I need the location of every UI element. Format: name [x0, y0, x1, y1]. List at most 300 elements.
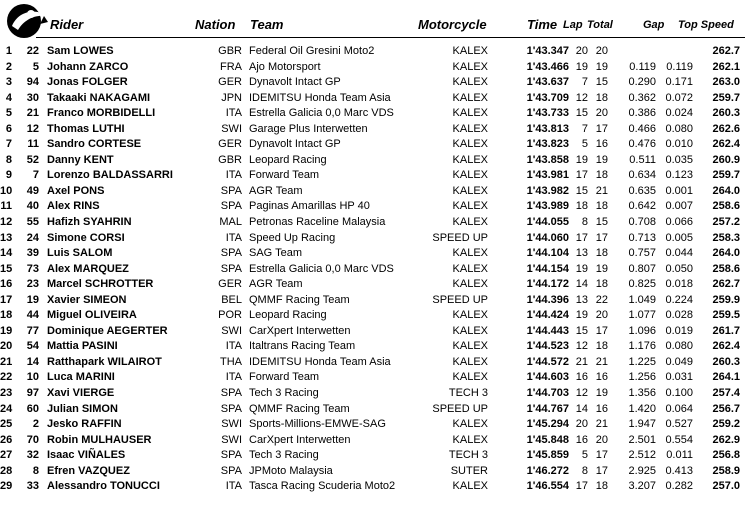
rider-number-cell: 70 [26, 433, 39, 446]
position-cell: 28 [0, 464, 13, 477]
table-row [0, 137, 745, 153]
best-lap-cell: 12 [575, 91, 588, 104]
table-row [0, 215, 745, 231]
rider-number-cell: 77 [26, 324, 39, 337]
position-cell: 22 [0, 371, 13, 384]
gap-to-first-cell: 1.049 [628, 293, 656, 306]
nation-cell: SPA [220, 247, 242, 260]
nation-cell: JPN [221, 91, 242, 104]
top-speed-cell: 258.6 [712, 200, 740, 213]
position-cell: 19 [0, 324, 13, 337]
lap-time-cell: 1'44.396 [526, 293, 569, 306]
motorcycle-cell: KALEX [452, 60, 488, 73]
team-cell: Ajo Motorsport [249, 60, 321, 73]
rider-number-cell: 10 [26, 371, 39, 384]
team-cell: Estrella Galicia 0,0 Marc VDS [249, 107, 394, 120]
header-lap: Lap [563, 19, 583, 31]
nation-cell: ITA [225, 169, 242, 182]
lap-time-cell: 1'44.055 [526, 216, 569, 229]
rider-number-cell: 30 [26, 91, 39, 104]
rider-name-cell: Jonas FOLGER [47, 76, 128, 89]
nation-cell: MAL [219, 216, 242, 229]
gap-to-first-cell: 2.925 [628, 464, 656, 477]
team-cell: Tasca Racing Scuderia Moto2 [249, 480, 396, 493]
top-speed-cell: 262.7 [712, 45, 740, 57]
gap-to-previous-cell: 0.010 [665, 138, 693, 151]
rider-number-cell: 12 [26, 122, 39, 135]
table-row [0, 339, 745, 355]
rider-name-cell: Ratthapark WILAIROT [47, 355, 162, 368]
best-lap-cell: 15 [575, 324, 588, 337]
table-row [0, 153, 745, 169]
rider-number-cell: 11 [27, 138, 39, 151]
position-cell: 15 [0, 262, 13, 275]
lap-time-cell: 1'46.554 [526, 480, 569, 493]
rider-number-cell: 73 [26, 262, 39, 275]
best-lap-cell: 16 [575, 433, 588, 446]
rider-name-cell: Franco MORBIDELLI [47, 107, 156, 120]
nation-cell: SWI [221, 433, 242, 446]
motorcycle-cell: KALEX [452, 418, 488, 431]
gap-to-first-cell: 3.207 [628, 480, 656, 493]
motorcycle-cell: KALEX [452, 76, 488, 89]
team-cell: AGR Team [249, 184, 303, 197]
gap-to-first-cell: 0.825 [628, 278, 656, 291]
lap-time-cell: 1'44.154 [526, 262, 569, 275]
gap-to-first-cell: 0.757 [628, 247, 656, 260]
motorcycle-cell: KALEX [452, 480, 488, 493]
top-speed-cell: 262.1 [712, 60, 740, 73]
table-row [0, 324, 745, 340]
gap-to-previous-cell: 0.413 [665, 464, 693, 477]
gap-to-previous-cell: 0.005 [665, 231, 693, 244]
top-speed-cell: 256.8 [712, 449, 740, 462]
motorcycle-cell: KALEX [452, 153, 488, 166]
team-cell: Garage Plus Interwetten [249, 122, 368, 135]
position-cell: 9 [5, 169, 12, 182]
rider-name-cell: Isaac VIÑALES [47, 449, 126, 462]
total-laps-cell: 15 [595, 216, 608, 229]
position-cell: 7 [5, 138, 12, 151]
total-laps-cell: 15 [595, 76, 608, 89]
gap-to-previous-cell: 0.072 [665, 91, 693, 104]
rider-number-cell: 7 [32, 169, 39, 182]
total-laps-cell: 21 [595, 184, 608, 197]
nation-cell: POR [218, 309, 242, 322]
rider-number-cell: 55 [26, 216, 39, 229]
table-row [0, 277, 745, 293]
top-speed-cell: 262.4 [712, 340, 740, 353]
lap-time-cell: 1'44.767 [526, 402, 569, 415]
rider-number-cell: 22 [26, 45, 39, 57]
team-cell: SAG Team [249, 247, 302, 260]
position-cell: 14 [0, 247, 13, 260]
gap-to-first-cell: 1.225 [628, 355, 656, 368]
best-lap-cell: 14 [575, 402, 588, 415]
rider-number-cell: 52 [26, 153, 39, 166]
motorcycle-cell: KALEX [452, 278, 488, 291]
gap-to-previous-cell: 0.049 [665, 355, 693, 368]
nation-cell: SPA [220, 184, 242, 197]
motorcycle-cell: TECH 3 [448, 387, 488, 400]
rider-name-cell: Marcel SCHROTTER [47, 278, 154, 291]
gap-to-first-cell: 0.634 [628, 169, 656, 182]
nation-cell: ITA [225, 231, 242, 244]
total-laps-cell: 18 [595, 169, 608, 182]
top-speed-cell: 262.7 [712, 278, 740, 291]
top-speed-cell: 264.0 [712, 247, 740, 260]
team-cell: Paginas Amarillas HP 40 [249, 200, 370, 213]
nation-cell: SPA [220, 449, 242, 462]
table-row [0, 479, 745, 495]
total-laps-cell: 20 [595, 309, 608, 322]
motorcycle-cell: KALEX [452, 262, 488, 275]
motorcycle-cell: KALEX [452, 91, 488, 104]
table-row [0, 44, 745, 60]
rider-name-cell: Luis SALOM [47, 247, 113, 260]
gap-to-previous-cell: 0.224 [665, 293, 693, 306]
motorcycle-cell: KALEX [452, 247, 488, 260]
motorcycle-cell: KALEX [452, 433, 488, 446]
position-cell: 21 [0, 355, 13, 368]
total-laps-cell: 20 [595, 45, 608, 57]
lap-time-cell: 1'44.424 [526, 309, 569, 322]
position-cell: 12 [0, 216, 13, 229]
top-speed-cell: 262.6 [712, 122, 740, 135]
table-row [0, 231, 745, 247]
gap-to-first-cell: 0.642 [628, 200, 656, 213]
motorcycle-cell: KALEX [452, 138, 488, 151]
motorcycle-cell: KALEX [452, 371, 488, 384]
rider-number-cell: 94 [26, 76, 39, 89]
position-cell: 10 [0, 184, 13, 197]
rider-number-cell: 39 [26, 247, 39, 260]
best-lap-cell: 8 [581, 216, 588, 229]
rider-number-cell: 54 [26, 340, 39, 353]
team-cell: Forward Team [249, 371, 320, 384]
total-laps-cell: 16 [595, 138, 608, 151]
gap-to-previous-cell: 0.066 [665, 216, 693, 229]
team-cell: QMMF Racing Team [249, 402, 350, 415]
team-cell: AGR Team [249, 278, 303, 291]
lap-time-cell: 1'43.637 [526, 76, 569, 89]
position-cell: 23 [0, 387, 13, 400]
lap-time-cell: 1'43.347 [526, 45, 569, 57]
lap-time-cell: 1'44.523 [526, 340, 569, 353]
rider-name-cell: Julian SIMON [47, 402, 118, 415]
rider-name-cell: Danny KENT [47, 153, 114, 166]
table-row [0, 199, 745, 215]
best-lap-cell: 13 [575, 247, 588, 260]
rider-number-cell: 33 [26, 480, 39, 493]
gap-to-first-cell: 0.119 [629, 60, 656, 73]
team-cell: Tech 3 Racing [249, 387, 319, 400]
team-cell: Forward Team [249, 169, 320, 182]
motorcycle-cell: KALEX [452, 324, 488, 337]
table-row [0, 355, 745, 371]
nation-cell: SPA [220, 200, 242, 213]
lap-time-cell: 1'43.981 [526, 169, 569, 182]
top-speed-cell: 258.6 [712, 262, 740, 275]
gap-to-previous-cell: 0.171 [665, 76, 693, 89]
gap-to-previous-cell: 0.123 [665, 169, 693, 182]
best-lap-cell: 19 [575, 309, 588, 322]
team-cell: IDEMITSU Honda Team Asia [249, 355, 391, 368]
gap-to-previous-cell: 0.044 [665, 247, 693, 260]
top-speed-cell: 259.7 [712, 91, 740, 104]
top-speed-cell: 263.0 [712, 76, 740, 89]
nation-cell: GBR [218, 153, 242, 166]
nation-cell: GER [218, 76, 242, 89]
best-lap-cell: 5 [581, 449, 588, 462]
team-cell: Sports-Millions-EMWE-SAG [249, 418, 386, 431]
rider-number-cell: 24 [26, 231, 39, 244]
table-row [0, 386, 745, 402]
table-row [0, 122, 745, 138]
total-laps-cell: 18 [595, 91, 608, 104]
nation-cell: ITA [225, 107, 242, 120]
motorcycle-cell: KALEX [452, 216, 488, 229]
top-speed-cell: 256.7 [712, 402, 740, 415]
top-speed-cell: 257.2 [712, 216, 740, 229]
gap-to-previous-cell: 0.028 [665, 309, 693, 322]
lap-time-cell: 1'43.709 [526, 91, 569, 104]
position-cell: 13 [0, 231, 13, 244]
position-cell: 16 [0, 278, 13, 291]
lap-time-cell: 1'46.272 [526, 464, 569, 477]
gap-to-previous-cell: 0.024 [665, 107, 693, 120]
gap-to-first-cell: 2.501 [628, 433, 656, 446]
best-lap-cell: 15 [575, 184, 588, 197]
total-laps-cell: 17 [595, 464, 608, 477]
rider-name-cell: Robin MULHAUSER [47, 433, 152, 446]
position-cell: 2 [5, 60, 12, 73]
total-laps-cell: 18 [595, 200, 608, 213]
lap-time-cell: 1'45.294 [526, 418, 569, 431]
gap-to-previous-cell: 0.100 [665, 387, 693, 400]
lap-time-cell: 1'44.060 [526, 231, 569, 244]
gap-to-previous-cell: 0.554 [665, 433, 693, 446]
table-row [0, 448, 745, 464]
rider-number-cell: 32 [26, 449, 39, 462]
rider-number-cell: 5 [32, 60, 39, 73]
table-row [0, 433, 745, 449]
gap-to-first-cell: 1.176 [628, 340, 656, 353]
header-nation: Nation [195, 17, 236, 32]
nation-cell: GBR [218, 45, 242, 57]
position-cell: 29 [0, 480, 13, 493]
top-speed-cell: 260.3 [712, 355, 740, 368]
motorcycle-cell: SPEED UP [432, 293, 488, 306]
best-lap-cell: 13 [575, 293, 588, 306]
lap-time-cell: 1'43.813 [526, 122, 569, 135]
total-laps-cell: 21 [595, 355, 608, 368]
nation-cell: GER [218, 278, 242, 291]
best-lap-cell: 17 [575, 231, 588, 244]
nation-cell: BEL [221, 293, 242, 306]
header-rider: Rider [50, 17, 84, 32]
rider-name-cell: Jesko RAFFIN [47, 418, 122, 431]
rider-name-cell: Efren VAZQUEZ [47, 464, 130, 477]
best-lap-cell: 17 [575, 169, 588, 182]
best-lap-cell: 20 [575, 418, 588, 431]
header-divider [36, 37, 745, 38]
team-cell: Leopard Racing [249, 153, 327, 166]
gap-to-previous-cell: 0.011 [666, 449, 693, 462]
position-cell: 11 [0, 200, 12, 213]
gap-to-first-cell: 0.511 [629, 153, 656, 166]
gap-to-first-cell: 1.077 [628, 309, 656, 322]
position-cell: 3 [5, 76, 12, 89]
top-speed-cell: 258.9 [712, 464, 740, 477]
team-cell: IDEMITSU Honda Team Asia [249, 91, 391, 104]
team-cell: Estrella Galicia 0,0 Marc VDS [249, 262, 394, 275]
rider-name-cell: Alex MARQUEZ [47, 262, 129, 275]
gap-to-previous-cell: 0.018 [665, 278, 693, 291]
position-cell: 26 [0, 433, 13, 446]
nation-cell: ITA [225, 480, 242, 493]
gap-to-previous-cell: 0.282 [665, 480, 693, 493]
table-row [0, 417, 745, 433]
lap-time-cell: 1'44.603 [526, 371, 569, 384]
team-cell: Dynavolt Intact GP [249, 76, 341, 89]
top-speed-cell: 259.5 [712, 309, 740, 322]
table-row [0, 464, 745, 480]
rider-name-cell: Xavier SIMEON [47, 293, 127, 306]
motorcycle-cell: KALEX [452, 45, 488, 57]
table-row [0, 60, 745, 76]
lap-time-cell: 1'43.989 [526, 200, 569, 213]
header-top-speed: Top Speed [678, 19, 734, 31]
team-cell: Speed Up Racing [249, 231, 336, 244]
best-lap-cell: 20 [575, 45, 588, 57]
rider-name-cell: Miguel OLIVEIRA [47, 309, 137, 322]
lap-time-cell: 1'43.858 [526, 153, 569, 166]
lap-time-cell: 1'44.104 [526, 247, 569, 260]
gap-to-previous-cell: 0.019 [665, 324, 693, 337]
gap-to-previous-cell: 0.007 [665, 200, 693, 213]
header-team: Team [250, 17, 284, 32]
best-lap-cell: 16 [575, 371, 588, 384]
table-row [0, 75, 745, 91]
gap-to-first-cell: 0.362 [628, 91, 656, 104]
rider-name-cell: Alessandro TONUCCI [47, 480, 160, 493]
gap-to-first-cell: 1.947 [628, 418, 656, 431]
nation-cell: SWI [221, 324, 242, 337]
rider-name-cell: Axel PONS [47, 184, 105, 197]
gap-to-first-cell: 1.256 [628, 371, 656, 384]
rider-name-cell: Xavi VIERGE [47, 387, 115, 400]
rider-name-cell: Mattia PASINI [47, 340, 118, 353]
nation-cell: SWI [221, 418, 242, 431]
gap-to-previous-cell: 0.001 [665, 184, 693, 197]
lap-time-cell: 1'45.848 [526, 433, 569, 446]
rider-name-cell: Sandro CORTESE [47, 138, 142, 151]
table-row [0, 184, 745, 200]
gap-to-previous-cell: 0.031 [665, 371, 693, 384]
gap-to-previous-cell: 0.080 [665, 340, 693, 353]
total-laps-cell: 19 [595, 60, 608, 73]
total-laps-cell: 22 [595, 293, 608, 306]
rider-name-cell: Takaaki NAKAGAMI [47, 91, 151, 104]
nation-cell: ITA [225, 340, 242, 353]
table-row [0, 168, 745, 184]
motorcycle-cell: KALEX [452, 184, 488, 197]
table-row [0, 91, 745, 107]
position-cell: 20 [0, 340, 13, 353]
lap-time-cell: 1'44.172 [526, 278, 569, 291]
rider-number-cell: 49 [26, 184, 39, 197]
rider-number-cell: 2 [32, 418, 39, 431]
rider-number-cell: 19 [26, 293, 39, 306]
best-lap-cell: 18 [575, 200, 588, 213]
top-speed-cell: 259.9 [712, 293, 740, 306]
motorcycle-cell: KALEX [452, 107, 488, 120]
best-lap-cell: 14 [575, 278, 588, 291]
rider-number-cell: 44 [26, 309, 39, 322]
gap-to-first-cell: 0.466 [628, 122, 656, 135]
position-cell: 27 [0, 449, 13, 462]
total-laps-cell: 16 [595, 402, 608, 415]
nation-cell: SPA [220, 387, 242, 400]
rider-name-cell: Simone CORSI [47, 231, 125, 244]
nation-cell: GER [218, 138, 242, 151]
gap-to-first-cell: 0.290 [628, 76, 656, 89]
gap-to-first-cell: 1.096 [628, 324, 656, 337]
table-row [0, 370, 745, 386]
top-speed-cell: 259.2 [712, 418, 740, 431]
position-cell: 8 [5, 153, 12, 166]
table-row [0, 106, 745, 122]
top-speed-cell: 262.4 [712, 138, 740, 151]
motorcycle-cell: SPEED UP [432, 402, 488, 415]
lap-time-cell: 1'44.572 [526, 355, 569, 368]
top-speed-cell: 264.1 [712, 371, 740, 384]
nation-cell: SPA [220, 262, 242, 275]
best-lap-cell: 8 [581, 464, 588, 477]
nation-cell: SPA [220, 464, 242, 477]
best-lap-cell: 17 [575, 480, 588, 493]
team-cell: Italtrans Racing Team [249, 340, 356, 353]
rider-name-cell: Alex RINS [47, 200, 100, 213]
best-lap-cell: 5 [581, 138, 588, 151]
best-lap-cell: 21 [575, 355, 588, 368]
table-row [0, 402, 745, 418]
top-speed-cell: 258.3 [712, 231, 740, 244]
results-table [0, 44, 745, 495]
top-speed-cell: 260.9 [712, 153, 740, 166]
nation-cell: THA [220, 355, 242, 368]
gap-to-first-cell: 1.420 [628, 402, 656, 415]
top-speed-cell: 261.7 [712, 324, 740, 337]
total-laps-cell: 18 [595, 340, 608, 353]
table-row [0, 246, 745, 262]
header-time: Time [527, 17, 558, 32]
team-cell: Tech 3 Racing [249, 449, 319, 462]
position-cell: 25 [0, 418, 13, 431]
table-row [0, 293, 745, 309]
top-speed-cell: 260.3 [712, 107, 740, 120]
rider-name-cell: Dominique AEGERTER [47, 324, 168, 337]
lap-time-cell: 1'43.466 [526, 60, 569, 73]
best-lap-cell: 19 [575, 262, 588, 275]
nation-cell: FRA [220, 60, 242, 73]
best-lap-cell: 7 [581, 76, 588, 89]
position-cell: 5 [5, 107, 12, 120]
rider-name-cell: Thomas LUTHI [47, 122, 125, 135]
rider-number-cell: 40 [26, 200, 39, 213]
lap-time-cell: 1'44.703 [526, 387, 569, 400]
